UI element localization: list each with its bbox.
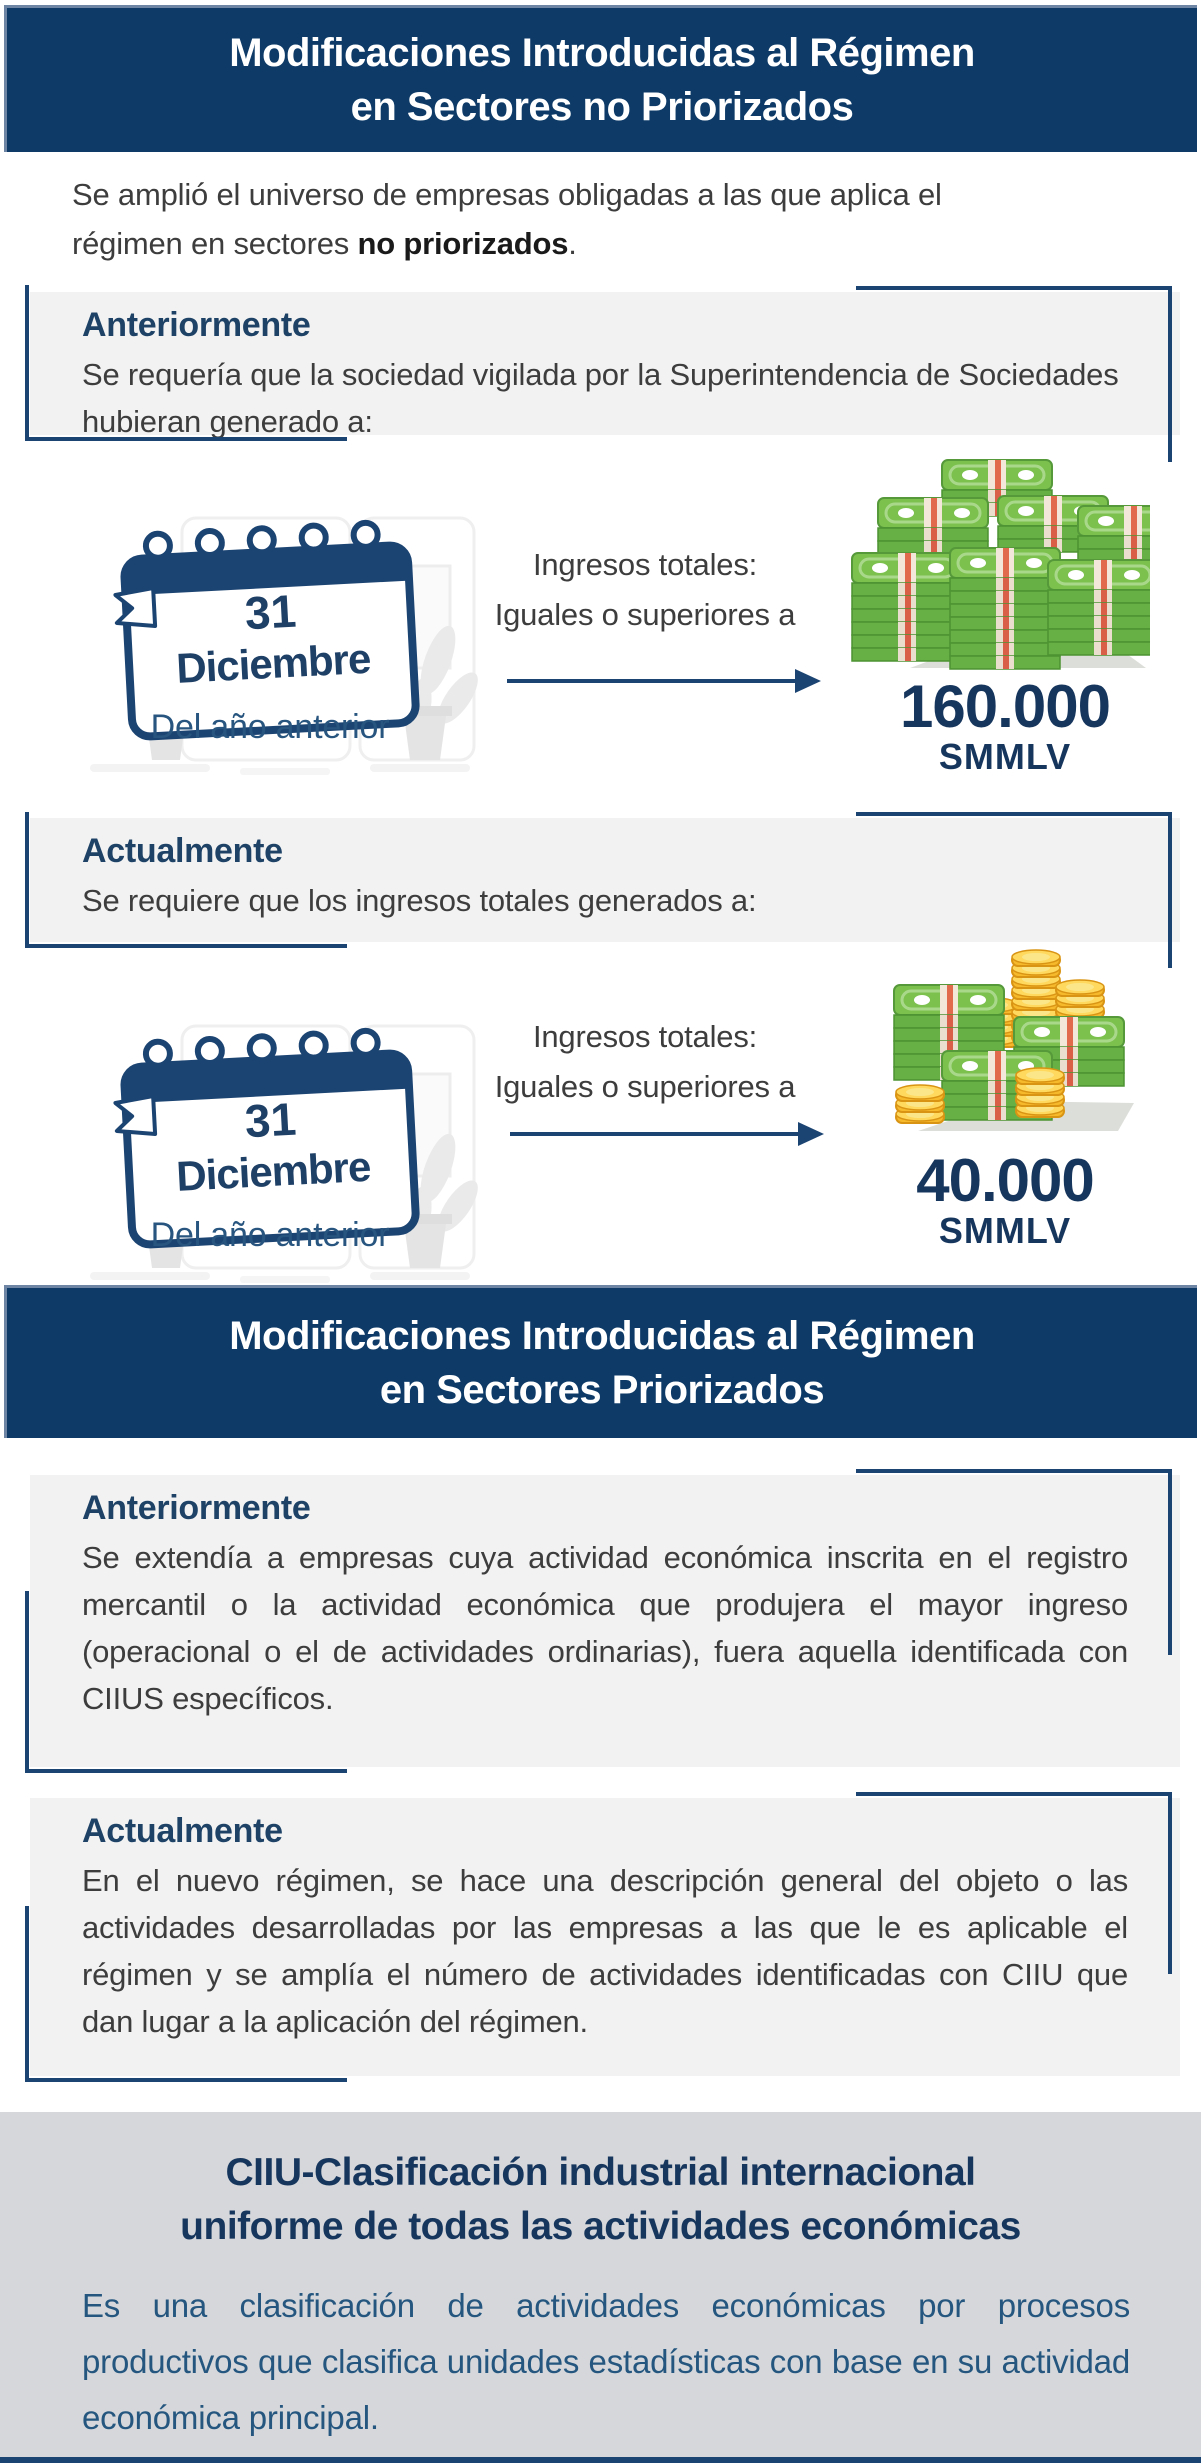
intro-text: régimen en sectores [72,226,358,261]
header-line: en Sectores no Priorizados [350,85,854,129]
box-anteriormente-no-priorizados [30,292,1180,439]
header-line: en Sectores Priorizados [379,1368,825,1412]
box-anteriormente-priorizados [30,1475,1180,1767]
box-actualmente-priorizados [30,1798,1180,2076]
amount-unit: SMMLV [938,736,1072,777]
intro-text: Se amplió el universo de empresas obligadas a las que aplica el [72,177,942,212]
income-label-line2: Iguales o superiores a [494,1069,796,1104]
intro-period: . [568,226,577,261]
calendar-caption: Del año anterior [150,1216,390,1254]
amount-value: 40.000 [916,1147,1094,1214]
footer-ciiu-definition [0,2112,1201,2463]
box-body: Se requiere que los ingresos totales generados a: [82,883,757,918]
box-title: Actualmente [82,1812,283,1850]
income-label-line1: Ingresos totales: [532,547,758,582]
footer-title-line1: CIIU-Clasificación industrial internacional [225,2151,976,2194]
bookmark-icon [115,1096,155,1136]
intro-highlight: no priorizados [357,226,569,261]
box-title: Anteriormente [82,306,311,344]
box-title: Actualmente [82,832,283,870]
bottom-accent-strip [0,2457,1201,2463]
intro-paragraph [72,170,1157,268]
calendar-month: Diciembre [175,634,372,692]
income-label [455,1012,835,1112]
amount-value: 160.000 [900,673,1110,740]
calendar-caption: Del año anterior [150,708,390,746]
header-line: Modificaciones Introducidas al Régimen [229,31,975,75]
box-actualmente-no-priorizados [30,818,1180,942]
footer-title-line2: uniforme de todas las actividades económicas [180,2205,1021,2248]
calendar-illustration [60,460,480,780]
income-label [455,540,835,640]
bookmark-icon [115,588,155,628]
money-coins-icon [888,935,1138,1143]
box-body: Se extendía a empresas cuya actividad económica inscrita en el registro mercantil o la actividad económica que produjera el mayor ingreso (operacional o el de actividades ordinarias), fuera aquella identificada con CIIUS específicos. [82,1540,1128,1716]
income-label-line2: Iguales o superiores a [494,597,796,632]
header-line: Modificaciones Introducidas al Régimen [229,1314,975,1358]
calendar-illustration [60,968,480,1288]
arrow-right-icon [505,665,823,697]
header-no-priorizados [4,5,1197,152]
box-body: En el nuevo régimen, se hace una descripción general del objeto o las actividades desarrolladas por las empresas a las que le es aplicable el régimen y se amplía el número de actividades identificadas con CIIU que dan lugar a la aplicación del régimen. [82,1863,1128,2039]
arrow-right-icon [508,1118,826,1150]
box-body: Se requería que la sociedad vigilada por la Superintendencia de Sociedades hubieran generado a: [82,357,1119,439]
footer-title [0,2146,1201,2254]
money-stack-icon [850,458,1150,673]
calendar-month: Diciembre [175,1142,372,1200]
calendar-day: 31 [243,584,298,640]
income-label-line1: Ingresos totales: [532,1019,758,1054]
header-priorizados [4,1285,1197,1438]
footer-body: Es una clasificación de actividades económicas por procesos productivos que clasifica unidades estadísticas con base en su actividad económica principal. [82,2287,1130,2436]
calendar-day: 31 [243,1092,298,1148]
box-title: Anteriormente [82,1489,311,1527]
amount-unit: SMMLV [938,1210,1072,1251]
